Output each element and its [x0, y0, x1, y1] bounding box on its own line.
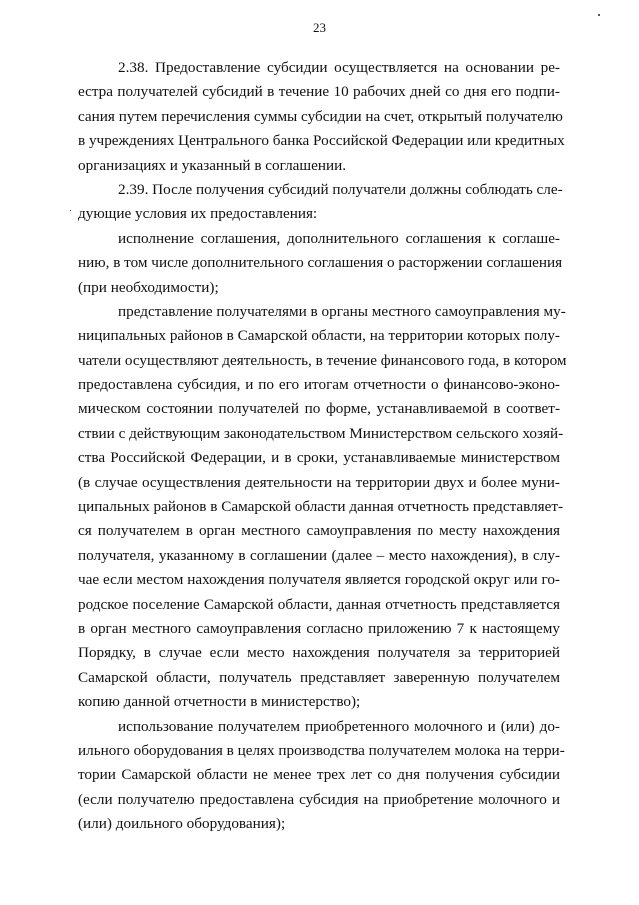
paragraph-2-39-line: дующие условия их предоставления: — [78, 205, 318, 223]
scan-artifact — [70, 210, 71, 211]
condition-reporting-line: родское поселение Самарской области, данная отчетность представляется — [78, 595, 560, 613]
paragraph-2-38-line: 2.38. Предоставление субсидии осуществляется на основании ре- — [118, 59, 560, 76]
condition-reporting-line: (в случае осуществления деятельности на территории двух и более муни- — [78, 473, 560, 491]
paragraph-2-39-line: 2.39. После получения субсидий получатели должны соблюдать сле- — [118, 180, 563, 198]
condition-reporting-line: получателя, указанному в соглашении (далее – место нахождения), в слу- — [78, 546, 560, 564]
condition-reporting-line: ства Российской Федерации, и в сроки, устанавливаемые министерством — [78, 449, 560, 467]
condition-reporting-line: ся получателем в орган местного самоуправления по месту нахождения — [78, 522, 560, 540]
condition-reporting-line: чатели осуществляют деятельность, в течение финансового года, в котором — [78, 351, 567, 369]
condition-reporting-line: ствии с действующим законодательством Министерством сельского хозяй- — [78, 424, 564, 442]
condition-reporting-line: ципальных районов в Самарской области данная отчетность представляет- — [78, 498, 564, 516]
paragraph-2-38-line: организациях и указанный в соглашении. — [78, 156, 347, 174]
condition-reporting-line: предоставлена субсидия, и по его итогам отчетности о финансово-эконо- — [78, 376, 560, 394]
condition-reporting-line: Самарской области, получатель представляет заверенную получателем — [78, 668, 560, 686]
condition-reporting-line: в орган местного самоуправления согласно приложению 7 к настоящему — [78, 619, 560, 637]
page-number: 23 — [313, 20, 326, 35]
condition-reporting-line: копию данной отчетности в министерство); — [78, 693, 361, 711]
paragraph-2-38-line: в учреждениях Центрального банка Российской Федерации или кредитных — [78, 132, 565, 150]
scan-artifact — [598, 14, 600, 16]
condition-reporting-line: ниципальных районов в Самарской области, на территории которых полу- — [78, 327, 560, 345]
condition-agreement-line: исполнение соглашения, дополнительного соглашения к соглаше- — [118, 229, 560, 247]
condition-equipment-line: ильного оборудования в целях производства получателем молока на терри- — [78, 741, 565, 759]
condition-equipment-line: тории Самарской области не менее трех лет со дня получения субсидии — [78, 766, 560, 784]
condition-reporting-line: представление получателями в органы местного самоуправления му- — [118, 302, 566, 320]
condition-reporting-line: чае если местом нахождения получателя является городской округ или го- — [78, 571, 560, 589]
condition-agreement-line: (при необходимости); — [78, 278, 219, 296]
document-body — [78, 56, 567, 837]
condition-reporting-line: Порядку, в случае если место нахождения получателя за территорией — [78, 644, 560, 662]
condition-equipment-line: использование получателем приобретенного молочного и (или) до- — [118, 717, 560, 735]
condition-reporting-line: мическом состоянии получателей по форме, устанавливаемой в соответ- — [78, 400, 560, 418]
condition-agreement-line: нию, в том числе дополнительного соглашения о расторжении соглашения — [78, 254, 563, 272]
paragraph-2-38-line: естра получателей субсидий в течение 10 рабочих дней со дня его подпи- — [78, 83, 560, 101]
paragraph-2-38-line: сания путем перечисления суммы субсидии на счет, открытый получателю — [78, 107, 563, 125]
condition-equipment-line: (если получателю предоставлена субсидия на приобретение молочного и — [78, 790, 560, 808]
condition-equipment-line: (или) доильного оборудования); — [78, 815, 286, 833]
